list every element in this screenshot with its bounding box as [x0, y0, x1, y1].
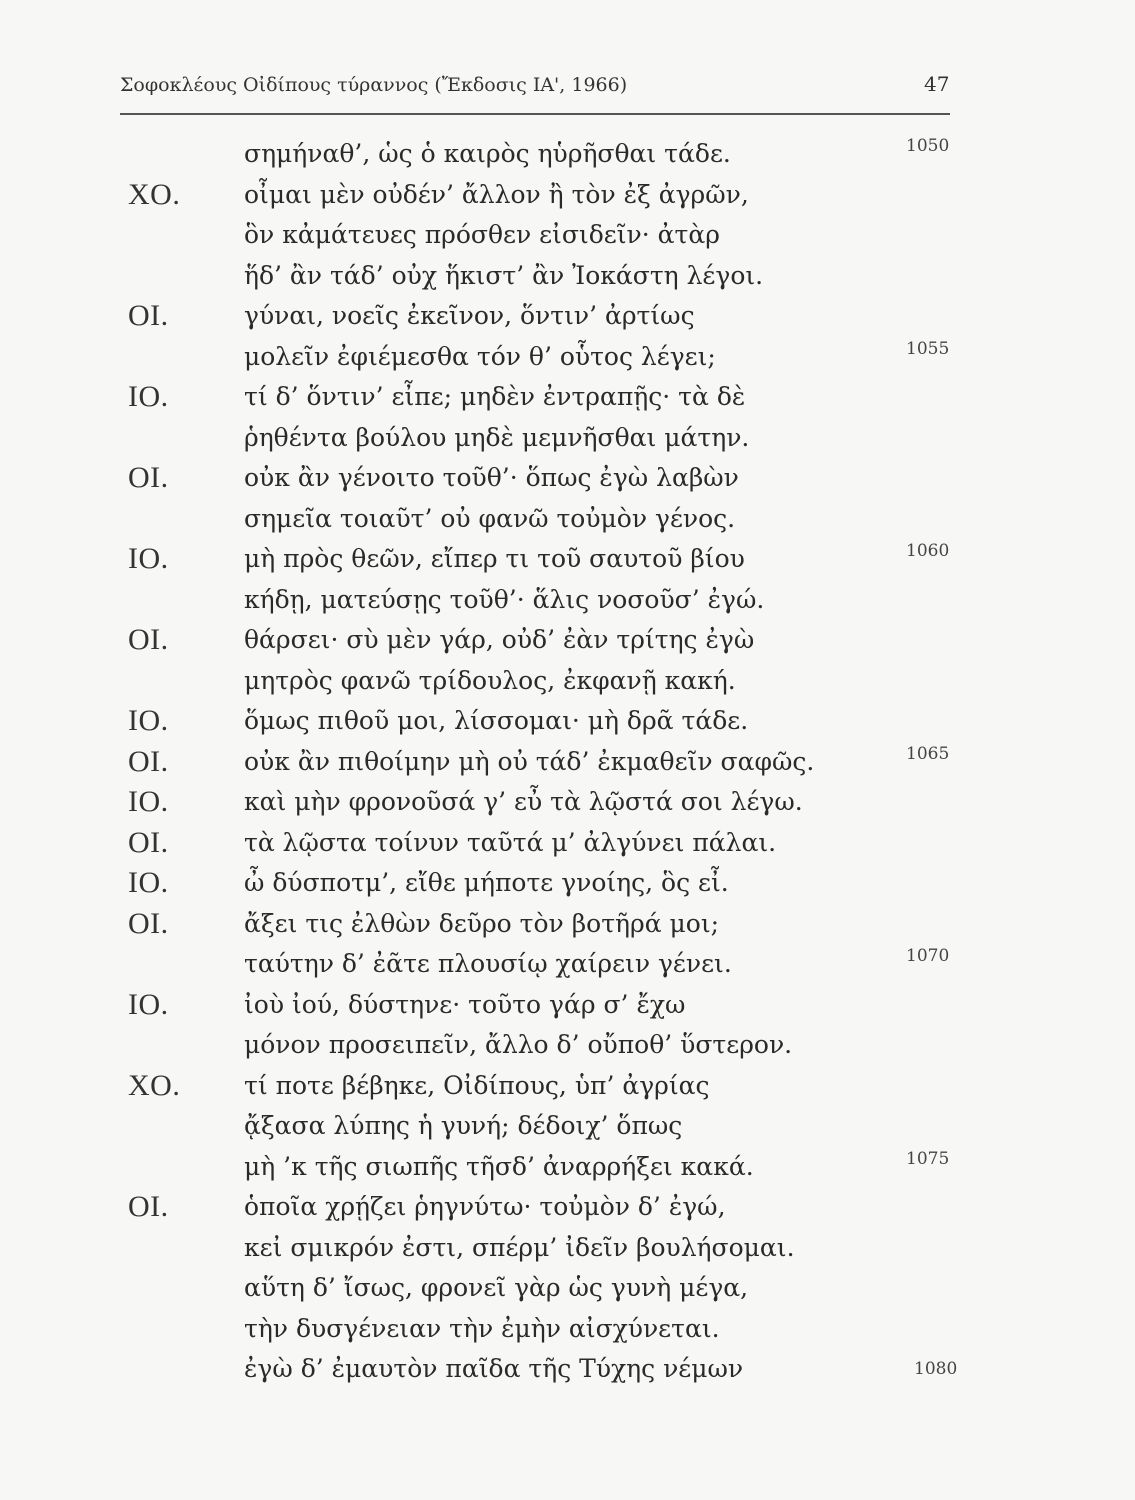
verse-line: [0, 296, 1135, 336]
speaker-label: ΟΙ.: [128, 299, 169, 332]
speaker-label: ΟΙ.: [128, 906, 169, 940]
verse-line: [0, 337, 1135, 377]
verse-line: [0, 620, 1135, 660]
speaker-label: ΟΙ.: [128, 1190, 169, 1223]
verse-text: σημεῖα τοιαῦτ’ οὐ φανῶ τοὐμὸν γένος.: [244, 503, 736, 533]
verse-text: τὰ λῷστα τοίνυν ταῦτά μ’ ἀλγύνει πάλαι.: [244, 827, 777, 857]
speaker-label: ΙΟ.: [128, 987, 169, 1021]
verse-text: τί ποτε βέβηκε, Οἰδίπους, ὑπ’ ἀγρίας: [244, 1070, 710, 1100]
speaker-label: ΟΙ.: [128, 623, 169, 656]
verse-text: κήδῃ, ματεύσῃς τοῦθ’· ἅλις νοσοῦσ’ ἐγώ.: [244, 584, 765, 614]
speaker-label: ΧΟ.: [128, 177, 181, 211]
header-rule: [120, 113, 950, 115]
verse-line: [0, 944, 1135, 984]
verse-line: [0, 742, 1135, 782]
verse-line: [0, 863, 1135, 903]
verse-text: τί δ’ ὅντιν’ εἶπε; μηδὲν ἐντραπῇς· τὰ δὲ: [244, 382, 746, 411]
verse-line: [0, 1309, 1135, 1349]
verse-text: αὕτη δ’ ἴσως, φρονεῖ γὰρ ὡς γυνὴ μέγα,: [244, 1273, 749, 1302]
verse-line: [0, 1066, 1135, 1106]
verse-line: [0, 418, 1135, 458]
verse-text: ἰοὺ ἰού, δύστηνε· τοῦτο γάρ σ’ ἔχω: [244, 989, 686, 1019]
speaker-label: ΙΟ.: [128, 380, 169, 413]
line-number: 1080: [914, 1359, 958, 1379]
speaker-label: ΟΙ.: [128, 461, 169, 494]
verse-line: [0, 904, 1135, 944]
verse-text: ὁποῖα χρῄζει ῥηγνύτω· τοὐμὸν δ’ ἐγώ,: [244, 1192, 726, 1221]
verse-line: [0, 377, 1135, 417]
verse-line: [0, 458, 1135, 498]
verse-text: ᾄξασα λύπης ἡ γυνή; δέδοιχ’ ὅπως: [244, 1111, 683, 1140]
verse-text: ἥδ’ ἂν τάδ’ οὐχ ἥκιστ’ ἂν Ἰοκάστη λέγοι.: [244, 260, 764, 290]
verse-text: ὦ δύσποτμ’, εἴθε μήποτε γνοίης, ὃς εἶ.: [244, 868, 729, 897]
page-number: 47: [924, 72, 950, 96]
speaker-label: ΟΙ.: [128, 825, 169, 859]
verse-line: [0, 1228, 1135, 1268]
speaker-label: ΙΟ.: [128, 866, 169, 899]
verse-text: μὴ ’κ τῆς σιωπῆς τῆσδ’ ἀναρρήξει κακά.: [244, 1151, 754, 1181]
verse-line: [0, 1106, 1135, 1146]
line-number: 1065: [906, 743, 950, 764]
verse-line: [0, 661, 1135, 701]
verse-line: [0, 134, 1135, 174]
verse-text: θάρσει· σὺ μὲν γάρ, οὐδ’ ἐὰν τρίτης ἐγὼ: [244, 625, 755, 654]
verse-text: ἄξει τις ἐλθὼν δεῦρο τὸν βοτῆρά μοι;: [244, 908, 720, 938]
speaker-label: ΙΟ.: [128, 542, 169, 575]
verse-text: γύναι, νοεῖς ἐκεῖνον, ὅντιν’ ἀρτίως: [244, 301, 695, 330]
line-number: 1050: [906, 136, 950, 156]
verse-line: [0, 580, 1135, 620]
running-title: Σοφοκλέους Οἰδίπους τύραννος (Ἔκδοσις ΙΑ', 1966): [120, 74, 628, 96]
verse-text: καὶ μὴν φρονοῦσά γ’ εὖ τὰ λῷστά σοι λέγω.: [244, 787, 803, 816]
verse-line: [0, 215, 1135, 255]
line-number: 1075: [906, 1148, 950, 1169]
line-number: 1060: [906, 541, 950, 561]
verse-line: [0, 701, 1135, 741]
verse-line: [0, 823, 1135, 863]
verse-line: [0, 499, 1135, 539]
verse-text: ὃν κἀμάτευες πρόσθεν εἰσιδεῖν· ἀτὰρ: [244, 220, 720, 249]
verse-line: [0, 1187, 1135, 1227]
line-number: 1070: [906, 946, 950, 966]
verse-text: σημήναθ’, ὡς ὁ καιρὸς ηὑρῆσθαι τάδε.: [244, 139, 731, 168]
verse-line: [0, 985, 1135, 1025]
verse-line: [0, 782, 1135, 822]
verse-text: μητρὸς φανῶ τρίδουλος, ἐκφανῇ κακή.: [244, 665, 736, 695]
verse-text: μὴ πρὸς θεῶν, εἴπερ τι τοῦ σαυτοῦ βίου: [244, 544, 745, 573]
verse-text: τὴν δυσγένειαν τὴν ἐμὴν αἰσχύνεται.: [244, 1313, 720, 1343]
verse-text: οὐκ ἂν γένοιτο τοῦθ’· ὅπως ἐγὼ λαβὼν: [244, 463, 739, 492]
verse-line: [0, 1025, 1135, 1065]
verse-text: οὐκ ἂν πιθοίμην μὴ οὐ τάδ’ ἐκμαθεῖν σαφῶς.: [244, 746, 815, 776]
verse-text: μολεῖν ἐφιέμεσθα τόν θ’ οὗτος λέγει;: [244, 341, 716, 371]
verse-text: μόνον προσειπεῖν, ἄλλο δ’ οὔποθ’ ὕστερον.: [244, 1030, 793, 1059]
verse-line: [0, 175, 1135, 215]
speaker-label: ΙΟ.: [128, 785, 169, 818]
speaker-label: ΟΙ.: [128, 744, 169, 778]
verse-text: κεἰ σμικρόν ἐστι, σπέρμ’ ἰδεῖν βουλήσομαι.: [244, 1232, 795, 1262]
speaker-label: ΧΟ.: [128, 1068, 181, 1102]
verse-line: [0, 1147, 1135, 1187]
line-number: 1055: [906, 338, 950, 359]
verse-text: ταύτην δ’ ἐᾶτε πλουσίῳ χαίρειν γένει.: [244, 949, 732, 978]
speaker-label: ΙΟ.: [128, 704, 169, 737]
verse-line: [0, 539, 1135, 579]
verse-text: ὅμως πιθοῦ μοι, λίσσομαι· μὴ δρᾶ τάδε.: [244, 706, 749, 735]
verse-line: [0, 256, 1135, 296]
verse-text: ἐγὼ δ’ ἐμαυτὸν παῖδα τῆς Τύχης νέμων: [244, 1354, 744, 1383]
verse-line: [0, 1268, 1135, 1308]
verse-text: οἶμαι μὲν οὐδέν’ ἄλλον ἢ τὸν ἐξ ἀγρῶν,: [244, 179, 749, 209]
verse-text: ῥηθέντα βούλου μηδὲ μεμνῆσθαι μάτην.: [244, 422, 750, 452]
verse-line: [0, 1349, 1135, 1389]
